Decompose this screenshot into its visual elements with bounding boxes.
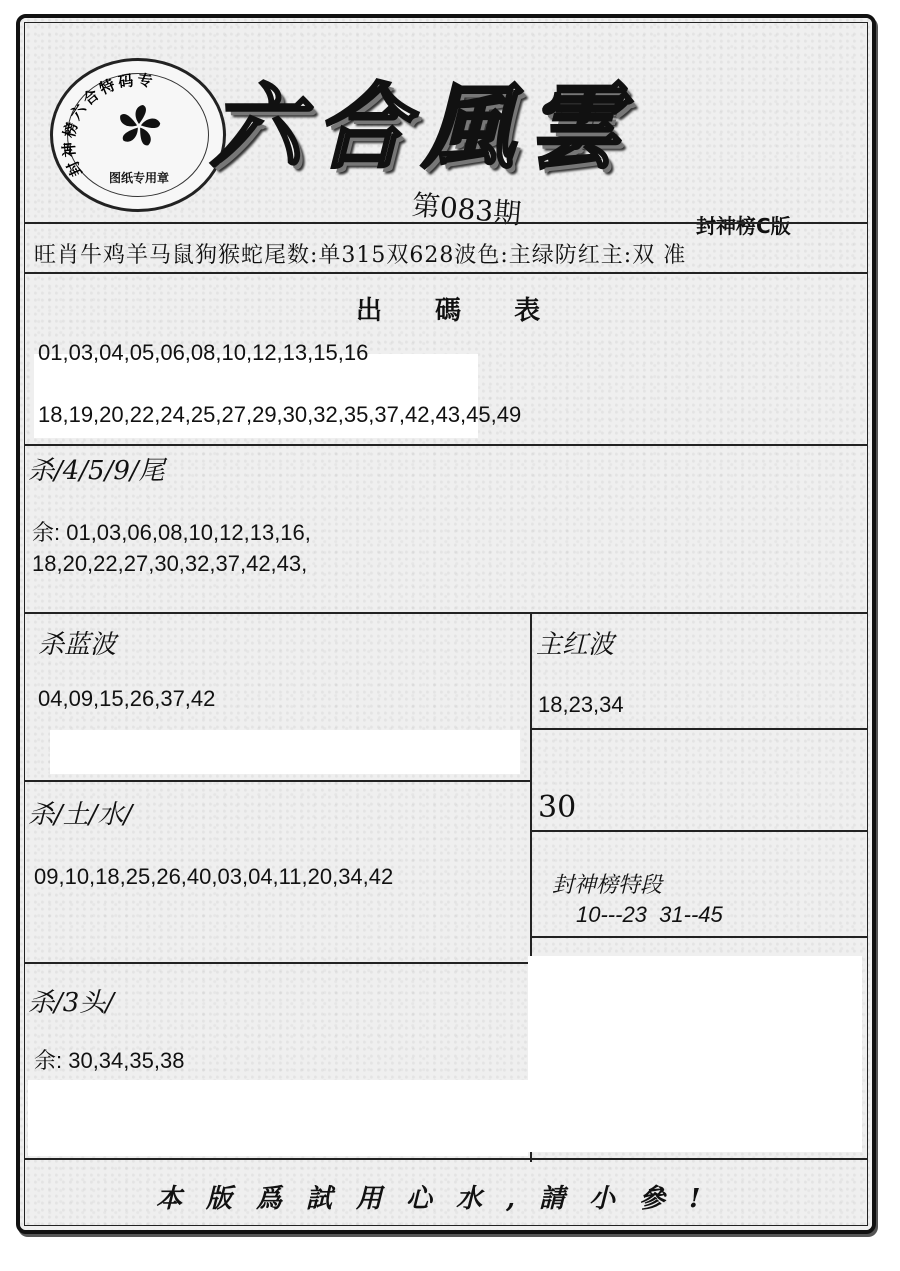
divider-header (24, 222, 868, 224)
blank-panel (28, 1080, 528, 1156)
kill-heads-values: 余: 30,34,35,38 (34, 1048, 185, 1073)
seal-bottom-label: 图纸专用章 (108, 171, 169, 185)
kill-tail-line-2: 18,20,22,27,30,32,37,42,43, (32, 551, 308, 576)
kill-tail-line-1: 余: 01,03,06,08,10,12,13,16, (32, 520, 311, 545)
divider-single (530, 830, 868, 832)
edition-label: 封神榜C版 (696, 214, 791, 238)
official-seal (50, 58, 226, 212)
code-table-row-2: 18,19,20,22,24,25,27,29,30,32,35,37,42,43,45,49 (38, 402, 522, 427)
divider-killtail (24, 612, 868, 614)
kill-heads-label: 杀/3头/ (28, 988, 115, 1018)
kill-blue-values: 04,09,15,26,37,42 (38, 686, 216, 711)
footer-note: 本版爲試用心水,請小參! (156, 1184, 725, 1214)
seal-ring-label: 封神榜六合特码专 (59, 70, 157, 180)
divider-codetable (24, 444, 868, 446)
divider-killblue (24, 780, 530, 782)
kill-earth-water-values: 09,10,18,25,26,40,03,04,11,20,34,42 (34, 864, 394, 889)
kill-blue-label: 杀蓝波 (38, 630, 117, 660)
divider-info (24, 272, 868, 274)
kill-earth-water-label: 杀/土/水/ (28, 800, 133, 830)
single-number: 30 (538, 790, 577, 825)
code-table-title: 出 碼 表 (356, 296, 563, 326)
code-table-row-1: 01,03,04,05,06,08,10,12,13,15,16 (38, 340, 369, 365)
brand-title: 六合風雲 (210, 73, 635, 181)
newspaper-sheet (16, 14, 876, 1234)
divider-footer (24, 1158, 868, 1160)
special-segment-values: 10---23 31--45 (576, 902, 723, 927)
issue-number: 第083期 (410, 188, 523, 231)
divider-mainred (530, 728, 868, 730)
kill-tail-label: 杀/4/5/9/尾 (28, 456, 165, 486)
main-red-label: 主红波 (536, 630, 615, 660)
blank-panel (528, 956, 862, 1152)
special-segment-label: 封神榜特段 (552, 873, 663, 898)
divider-killearth (24, 962, 530, 964)
main-red-values: 18,23,34 (538, 692, 624, 717)
divider-special (530, 936, 868, 938)
info-line: 旺肖牛鸡羊马鼠狗猴蛇尾数:单315双628波色:主绿防红主:双 准 (34, 243, 687, 268)
blank-panel (50, 730, 520, 774)
bauhinia-flower-icon (116, 103, 162, 149)
